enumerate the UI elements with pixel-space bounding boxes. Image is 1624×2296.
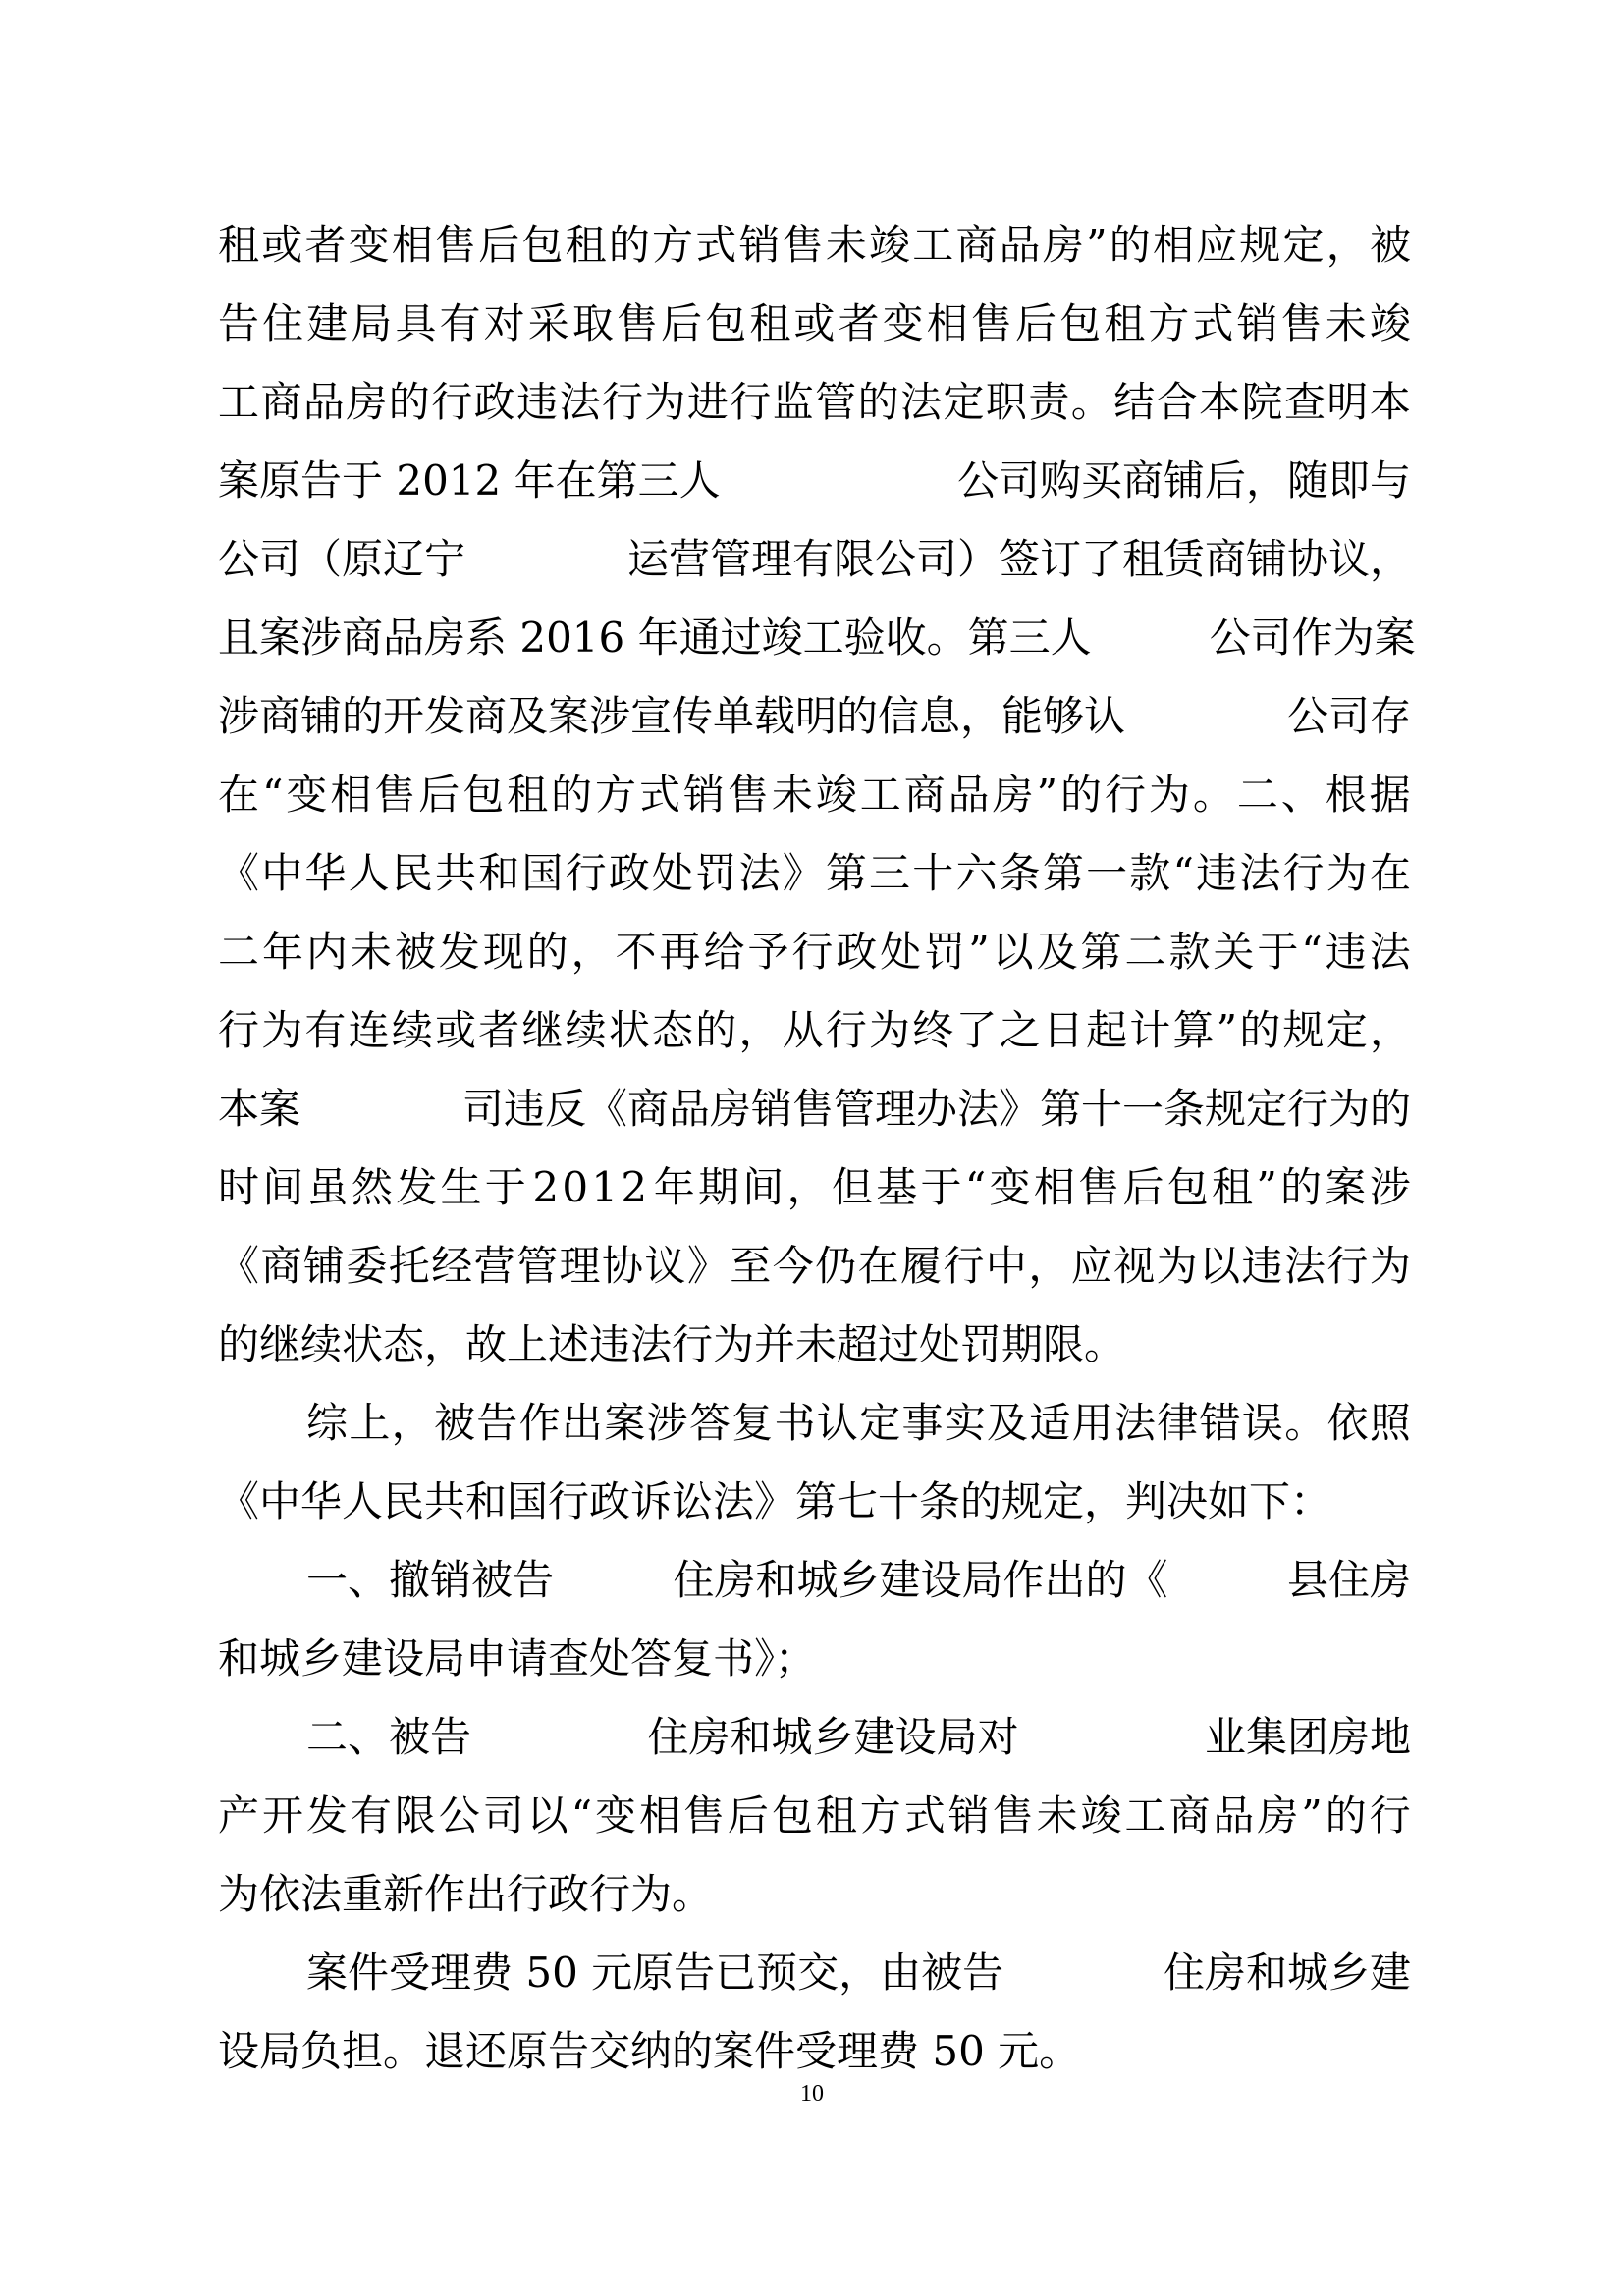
text-segment: 司违反《商品房销售管理办法》第十一条规定行为的	[461, 1085, 1411, 1133]
text-line	[218, 1541, 1411, 1620]
text-line: 《 中 华 人 民 共 和 国 行 政 处 罚 法 》 第 三 十 六 条 第 一 款 “ 违 法 行 为 在	[218, 849, 1411, 897]
text-segment: 公司存	[1286, 692, 1411, 740]
text-segment: 公司（原辽宁	[218, 535, 466, 583]
text-line: 告 住 建 局 具 有 对 采 取 售 后 包 租 或 者 变 相 售 后 包 租 方 式 销 售 未 竣	[218, 299, 1411, 347]
text-segment: 运营管理有限公司）签订了租赁商铺协议，	[626, 535, 1411, 583]
text-line	[218, 1070, 1411, 1148]
text-line: 时 间 虽 然 发 生 于 2 0 1 2 年 期 间 ， 但 基 于 “ 变 相 售 后 包 租 ” 的 案 涉	[218, 1163, 1411, 1211]
text-line	[218, 520, 1411, 599]
text-segment: 公司作为案	[1209, 614, 1416, 662]
text-line: 工 商 品 房 的 行 政 违 法 行 为 进 行 监 管 的 法 定 职 责 。 结 合 本 院 查 明 本	[218, 378, 1411, 426]
text-segment: 二、被告	[306, 1713, 472, 1761]
text-line: 的继续状态，故上述违法行为并未超过处罚期限。	[218, 1320, 1126, 1368]
text-segment: 本案	[218, 1085, 301, 1133]
text-line: 在 “ 变 相 售 后 包 租 的 方 式 销 售 未 竣 工 商 品 房 ” 的 行 为 。 二 、 根 据	[218, 771, 1411, 819]
text-segment: 涉商铺的开发商及案涉宣传单载明的信息，能够认	[218, 692, 1126, 740]
text-line: 《 商 铺 委 托 经 营 管 理 协 议 》 至 今 仍 在 履 行 中 ， 应 视 为 以 违 法 行 为	[218, 1242, 1411, 1290]
text-segment: 住房和城乡建设局作出的《	[673, 1556, 1168, 1604]
text-segment: 案件受理费 50 元原告已预交，由被告	[306, 1949, 1004, 1997]
text-segment: 住房和城乡建	[1163, 1949, 1411, 1997]
text-segment: 公司购买商铺后，随即与	[956, 456, 1411, 505]
text-line: 《中华人民共和国行政诉讼法》第七十条的规定，判决如下：	[218, 1477, 1332, 1525]
text-line	[218, 1934, 1411, 2012]
text-segment: 县住房	[1286, 1556, 1411, 1604]
text-line: 综 上 ， 被 告 作 出 案 涉 答 复 书 认 定 事 实 及 适 用 法 律 错 误 。 依 照	[306, 1399, 1411, 1447]
text-segment: 且案涉商品房系 2016 年通过竣工验收。第三人	[218, 614, 1092, 662]
page-number: 10	[800, 2081, 824, 2107]
text-line	[218, 1698, 1411, 1777]
text-line: 产 开 发 有 限 公 司 以 “ 变 相 售 后 包 租 方 式 销 售 未 竣 工 商 品 房 ” 的 行	[218, 1791, 1411, 1840]
text-line: 租 或 者 变 相 售 后 包 租 的 方 式 销 售 未 竣 工 商 品 房 ” 的 相 应 规 定 ， 被	[218, 221, 1411, 269]
text-line: 为依法重新作出行政行为。	[218, 1870, 714, 1918]
text-line: 行 为 有 连 续 或 者 继 续 状 态 的 ， 从 行 为 终 了 之 日 起 计 算 ” 的 规 定 ，	[218, 1006, 1411, 1054]
text-line	[218, 442, 1411, 520]
text-segment: 案原告于 2012 年在第三人	[218, 456, 721, 505]
text-line: 和城乡建设局申请查处答复书》；	[218, 1634, 817, 1682]
text-segment: 一、撤销被告	[306, 1556, 555, 1604]
text-segment: 住房和城乡建设局对	[647, 1713, 1019, 1761]
text-line: 二 年 内 未 被 发 现 的 ， 不 再 给 予 行 政 处 罚 ” 以 及 第 二 款 关 于 “ 违 法	[218, 928, 1411, 976]
text-line: 设局负担。退还原告交纳的案件受理费 50 元。	[218, 2027, 1081, 2075]
text-line	[218, 677, 1411, 756]
text-line	[218, 599, 1416, 677]
text-segment: 业集团房地	[1204, 1713, 1411, 1761]
